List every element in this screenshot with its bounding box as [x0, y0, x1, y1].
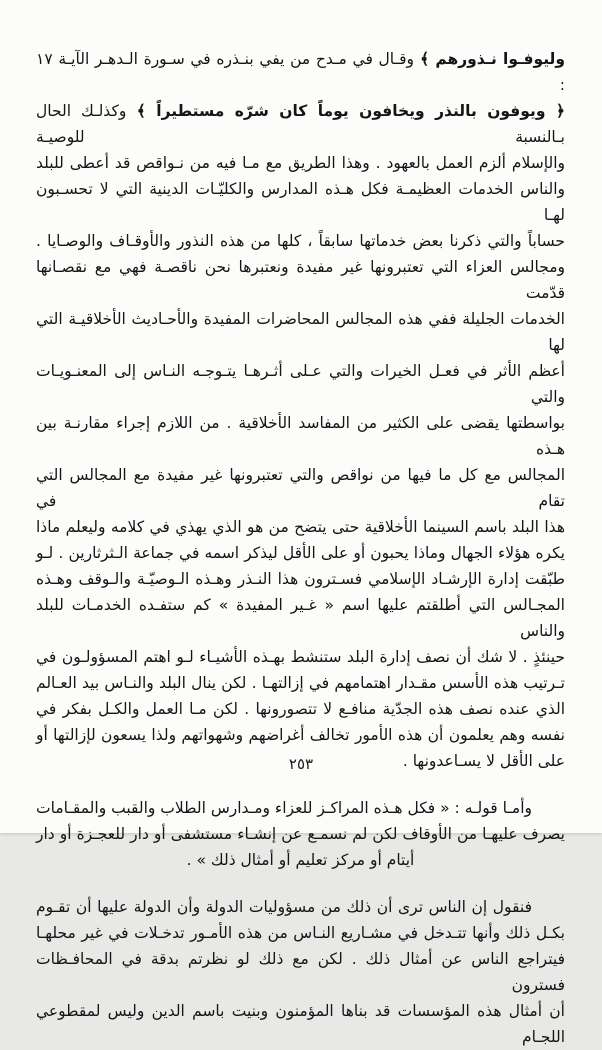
- text-line: [36, 592, 565, 644]
- body-text: نفسه وهم يعلمون أن هذه الأمور تخالف أغراضهم وشهواتهم ولذا يسعون لإزالتها أو: [36, 726, 565, 744]
- text-line: [36, 358, 565, 410]
- body-text: تـرتيب هذه الأسس مقـدار اهتمامهم في إزالتهـا . لكن ينال البلد والنـاس بيد العـالم: [36, 674, 565, 692]
- quran-quote: وليوفـوا نـذورهم ﴾: [413, 50, 565, 68]
- body-text: الذي عنده نصف هذه الجدّية منافـع لا تتصورونها . لكن مـا العمل والكـل بفكر في: [36, 700, 565, 718]
- text-line: [36, 670, 565, 696]
- text-line: [36, 847, 565, 873]
- text-line: [36, 176, 565, 228]
- body-text: أن أمثال هذه المؤسسات قد بناها المؤمنون وبنيت باسم الدين وليس لمقطوعي اللجـام: [36, 1002, 565, 1046]
- text-line: [36, 946, 565, 998]
- text-line: [36, 514, 565, 540]
- text-line: [36, 540, 565, 566]
- body-text: بكـل ذلك وأنها تتـدخل في مشـاريع النـاس من هذه الأمـور تدخـلات في غير محلهـا: [36, 924, 565, 942]
- body-text: طبّقت إدارة الإرشـاد الإسلامي فسـترون هذا النـذر وهـذه الـوصيّـة والـوقف وهـذه: [36, 570, 565, 588]
- body-text: أيتام أو مركز تعليم أو أمثال ذلك » .: [186, 851, 415, 869]
- text-line: [36, 894, 565, 920]
- body-text: فنقول إن الناس ترى أن ذلك من مسؤوليات الدولة وأن الدولة عليها أن تقـوم: [36, 898, 532, 916]
- text-line: [36, 410, 565, 462]
- text-line: [36, 566, 565, 592]
- text-line: [36, 722, 565, 748]
- body-text: أعظم الأثر في فعـل الخيرات والتي عـلى أثـرهـا يتـوجـه النـاس إلى المعنـويـات والتي: [36, 362, 565, 406]
- body-text: هذا البلد باسم السينما الأخلاقية حتى يتضح من هو الذي يهذي في كلامه وليعلم ماذا: [36, 518, 565, 536]
- text-line: [36, 254, 565, 306]
- page-number: ٢٥٣: [288, 755, 314, 773]
- text-line: [36, 98, 565, 150]
- body-text: ومجالس العزاء التي تعتبرونها غير مفيدة ونعتبرها نحن ناقصـة فهي مع نقصـانها قدّمت: [36, 258, 565, 302]
- paragraph: [36, 894, 565, 1050]
- text-line: [36, 228, 565, 254]
- body-text: المجـالس التي أطلقتم عليها اسم « غـير المفيدة » كم ستفـده الخدمـات للبلد والناس: [36, 596, 565, 640]
- body-text: يصرف عليهـا من الأوقاف لكن لم نسمـع عن إنشـاء مستشفى أو دار للعجـزة أو دار: [36, 825, 565, 843]
- body-text: فيتراجع الناس عن أمثال ذلك . لكن مع ذلك لو نظرتم بدقة في المحافـظات فسترون: [36, 950, 565, 994]
- page-text: [36, 46, 565, 1050]
- text-line: [36, 462, 565, 514]
- body-text: والناس الخدمات العظيمـة فكل هـذه المدارس والكليّـات الدينية التي لا تحسـبون لهـا: [36, 180, 565, 224]
- text-line: [36, 306, 565, 358]
- body-text: وكذلـك الحال بـالنسبة للوصيـة: [36, 102, 565, 146]
- paragraph: [36, 795, 565, 873]
- body-text: وأمـا قولـه : « فكل هـذه المراكـز للعزاء ومـدارس الطلاب والقبب والمقـامات: [36, 799, 532, 817]
- paragraph: [36, 46, 565, 774]
- text-line: [36, 998, 565, 1050]
- body-text: وقـال في مـدح من يفي بنـذره في سـورة الـدهـر الآيـة ١٧ :: [36, 50, 565, 94]
- text-line: [36, 644, 565, 670]
- body-text: والإسلام ألزم العمل بالعهود . وهذا الطريق مع مـا فيه من نـواقص قد أعطى للبلد: [36, 154, 565, 172]
- quran-quote: ﴿ ويوفون بالنذر ويخافون يوماً كان شرّه مستطيراً ﴾: [126, 102, 565, 120]
- text-line: [36, 46, 565, 98]
- text-line: [36, 821, 565, 847]
- body-text: حينئذٍ . لا شك أن نصف إدارة البلد ستنشط بهـذه الأشيـاء لـو اهتم المسؤولـون في: [36, 648, 565, 666]
- body-text: الخدمات الجليلة ففي هذه المجالس المحاضرات المفيدة والأحـاديث الأخلاقيـة التي لها: [36, 310, 565, 354]
- text-line: [36, 795, 565, 821]
- body-text: يكره هؤلاء الجهال وماذا يحبون أو على الأقل ليذكر اسمه في جماعة الـثرثارين . لـو: [36, 544, 565, 562]
- body-text: حساباً والتي ذكرنا بعض خدماتها سابقاً ، كلها من هذه النذور والأوقـاف والوصـايا .: [36, 232, 565, 250]
- body-text: المجالس مع كل ما فيها من نواقص والتي تعتبرونها غير مفيدة مع المجالس التي تقام في: [36, 466, 565, 510]
- text-line: [36, 150, 565, 176]
- text-line: [36, 696, 565, 722]
- body-text: على الأقل لا يسـاعدونها .: [402, 752, 565, 770]
- body-text: بواسطتها يقضى على الكثير من المفاسد الأخلاقية . من اللازم إجراء مقارنـة بين هـذه: [36, 414, 565, 458]
- text-line: [36, 920, 565, 946]
